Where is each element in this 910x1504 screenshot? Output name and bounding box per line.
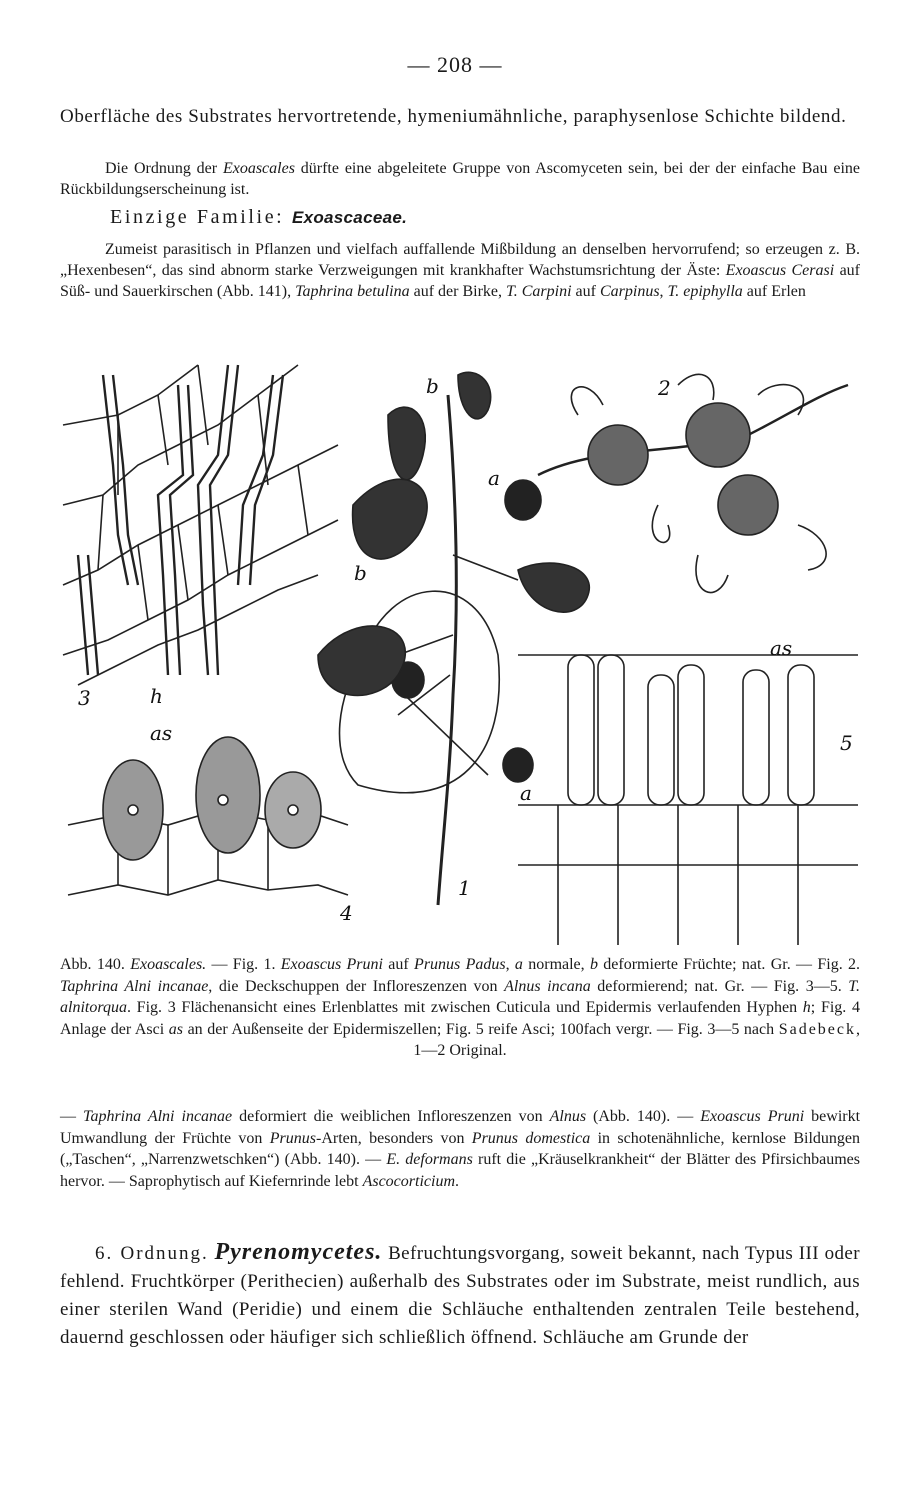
paragraph-4: — Taphrina Alni incanae deformiert die weiblichen Infloreszenzen von Alnus (Abb. 140). — Exoascus Pruni bewirkt Umwandlung der Früchte von Prunus-Arten, besonders von Prunus domestica in schotenähnliche, kernlose Bildungen („Taschen“, „Narrenzwetschken“) (Abb. 140). — E. deformans ruft die „Kräuselkrankheit“ der Blätter des Pfirsichbaumes hervor. — Saprophytisch auf Kiefernrinde lebt Ascocorticium. bbox=[60, 1108, 861, 1190]
label-1: 1 bbox=[458, 876, 471, 900]
label-2: 2 bbox=[658, 376, 671, 400]
label-3: 3 bbox=[78, 686, 91, 710]
fig4-asci bbox=[68, 737, 348, 895]
label-a-top: a bbox=[488, 466, 500, 490]
label-as-4: as bbox=[150, 721, 173, 745]
figure-caption: Abb. 140. Exoascales. — Fig. 1. Exoascus Pruni auf Prunus Padus, a normale, b deformierte Früchte; nat. Gr. — Fig. 2. Taphrina Alni incanae, die Deckschuppen der Infloreszenzen von Alnus incana deformierend; nat. Gr. — Fig. 3—5. T. alnitorqua. Fig. 3 Flächenansicht eines Erlenblattes mit zwischen Cuticula und Epidermis verlaufenden Hyphen h; Fig. 4 Anlage der Asci as an der Außenseite der Epidermiszellen; Fig. 5 reife Asci; 100fach vergr. — Fig. 3—5 nach Sadebeck, 1—2 Original. bbox=[60, 956, 861, 1059]
family-label: Einzige Familie: bbox=[110, 206, 285, 228]
label-as-5: as bbox=[770, 636, 793, 660]
paragraph-3: Zumeist parasitisch in Pflanzen und vielfach auffallende Mißbildung an denselben hervorrufend; so erzeugen z. B. „Hexenbesen“, das sind abnorm starke Verzweigungen mit krankhafter Wachstumsrichtung der Äste: Exoascus Cerasi auf Süß- und Sauerkirschen (Abb. 141), Taphrina betulina auf der Birke, T. Carpini auf Carpinus, T. epiphylla auf Erlen bbox=[60, 241, 860, 300]
fig3-hyphae bbox=[78, 365, 283, 675]
fig1-branch bbox=[318, 372, 589, 905]
page-number: — 208 — bbox=[407, 52, 503, 77]
order-name: Pyrenomycetes. bbox=[214, 1239, 383, 1265]
figure-illustration bbox=[58, 355, 858, 945]
label-b-bottom: b bbox=[354, 561, 367, 585]
label-b-top: b bbox=[426, 374, 439, 398]
paragraph-2: Die Ordnung der Exoascales dürfte eine abgeleitete Gruppe von Ascomyceten sein, bei der der einfache Bau eine Rückbildungserscheinung ist. bbox=[60, 160, 860, 198]
label-a-bottom: a bbox=[520, 781, 532, 805]
family-heading bbox=[110, 206, 407, 229]
paragraph-1: Oberfläche des Substrates hervortretende, hymeniumähnliche, paraphysenlose Schichte bildend. bbox=[60, 106, 847, 127]
label-4: 4 bbox=[340, 901, 353, 925]
paragraph-5: 6. Ordnung. Pyrenomycetes. Befruchtungsvorgang, soweit bekannt, nach Typus III oder fehlend. Fruchtkörper (Perithecien) außerhalb des Substrates oder im Substrate, meist rundlich, aus einer sterilen Wand (Peridie) und einem die Schläuche enthaltenden zentralen Teile bestehend, dauernd geschlossen oder häufiger sich schließlich öffnend. Schläuche am Grunde der bbox=[60, 1239, 860, 1348]
label-h: h bbox=[150, 684, 163, 708]
label-5: 5 bbox=[840, 731, 853, 755]
order-label: 6. Ordnung. bbox=[95, 1243, 209, 1264]
family-name: Exoascaceae. bbox=[291, 208, 408, 227]
fig2-catkins bbox=[538, 374, 848, 592]
fig5-asci bbox=[518, 655, 858, 945]
